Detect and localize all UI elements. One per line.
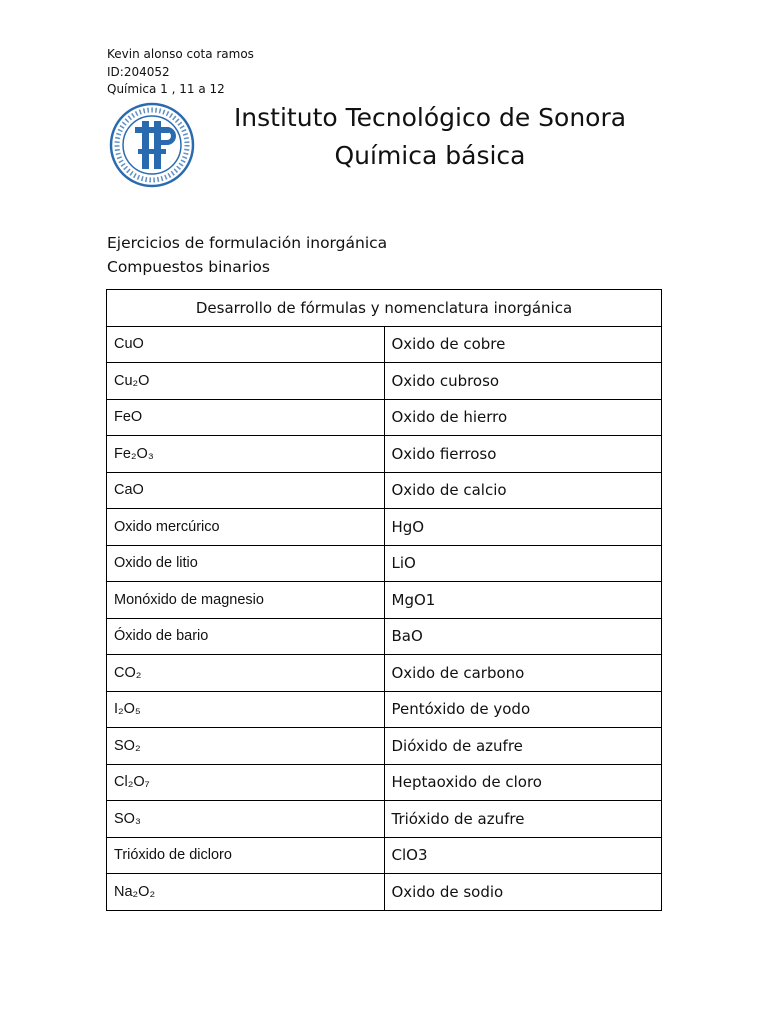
table-row: [107, 691, 662, 728]
table-row: [107, 545, 662, 582]
formula-cell-left: Trióxido de dicloro: [107, 837, 385, 874]
nomenclature-table: [106, 289, 662, 911]
exercise-intro: [107, 231, 387, 279]
subject-title: Química básica: [334, 141, 526, 170]
formula-cell-left: CaO: [107, 472, 385, 509]
document-header: [107, 46, 254, 99]
formula-cell-left: Cu₂O: [107, 363, 385, 400]
formula-cell-left: SO₃: [107, 801, 385, 838]
name-cell-right: Oxido de cobre: [384, 326, 662, 363]
formula-cell-left: CuO: [107, 326, 385, 363]
table-row: [107, 399, 662, 436]
formula-cell-left: Oxido de litio: [107, 545, 385, 582]
name-cell-right: BaO: [384, 618, 662, 655]
name-cell-right: Oxido fierroso: [384, 436, 662, 473]
name-cell-right: Oxido de hierro: [384, 399, 662, 436]
table-row: [107, 326, 662, 363]
table-row: [107, 618, 662, 655]
student-id: ID:204052: [107, 64, 170, 79]
table-row: [107, 874, 662, 911]
formula-cell-left: I₂O₅: [107, 691, 385, 728]
formula-cell-left: Monóxido de magnesio: [107, 582, 385, 619]
name-cell-right: Oxido cubroso: [384, 363, 662, 400]
name-cell-right: MgO1: [384, 582, 662, 619]
table-row: [107, 655, 662, 692]
table-row: [107, 363, 662, 400]
course-info: Química 1 , 11 a 12: [107, 82, 225, 96]
formula-cell-left: Na₂O₂: [107, 874, 385, 911]
author-name: Kevin alonso cota ramos: [107, 47, 254, 61]
table-row: [107, 472, 662, 509]
table-row: [107, 436, 662, 473]
document-title: [230, 99, 630, 175]
institution-title: Instituto Tecnológico de Sonora: [233, 103, 627, 132]
itson-logo-seal: [108, 101, 196, 189]
table-row: [107, 764, 662, 801]
table-row: [107, 801, 662, 838]
table-row: [107, 728, 662, 765]
formula-cell-left: Óxido de bario: [107, 618, 385, 655]
table-caption-row: [107, 290, 662, 327]
formula-cell-left: Fe₂O₃: [107, 436, 385, 473]
name-cell-right: HgO: [384, 509, 662, 546]
table-row: [107, 582, 662, 619]
formula-cell-left: Cl₂O₇: [107, 764, 385, 801]
exercise-heading: Ejercicios de formulación inorgánica: [107, 234, 388, 252]
name-cell-right: Oxido de sodio: [384, 874, 662, 911]
name-cell-right: ClO3: [384, 837, 662, 874]
exercise-subheading: Compuestos binarios: [107, 258, 270, 276]
name-cell-right: Dióxido de azufre: [384, 728, 662, 765]
table-caption: Desarrollo de fórmulas y nomenclatura inorgánica: [107, 290, 662, 327]
name-cell-right: Heptaoxido de cloro: [384, 764, 662, 801]
table-row: [107, 837, 662, 874]
name-cell-right: Oxido de calcio: [384, 472, 662, 509]
name-cell-right: Pentóxido de yodo: [384, 691, 662, 728]
name-cell-right: Trióxido de azufre: [384, 801, 662, 838]
formula-cell-left: Oxido mercúrico: [107, 509, 385, 546]
formula-cell-left: FeO: [107, 399, 385, 436]
name-cell-right: Oxido de carbono: [384, 655, 662, 692]
name-cell-right: LiO: [384, 545, 662, 582]
formula-cell-left: CO₂: [107, 655, 385, 692]
table-row: [107, 509, 662, 546]
formula-cell-left: SO₂: [107, 728, 385, 765]
